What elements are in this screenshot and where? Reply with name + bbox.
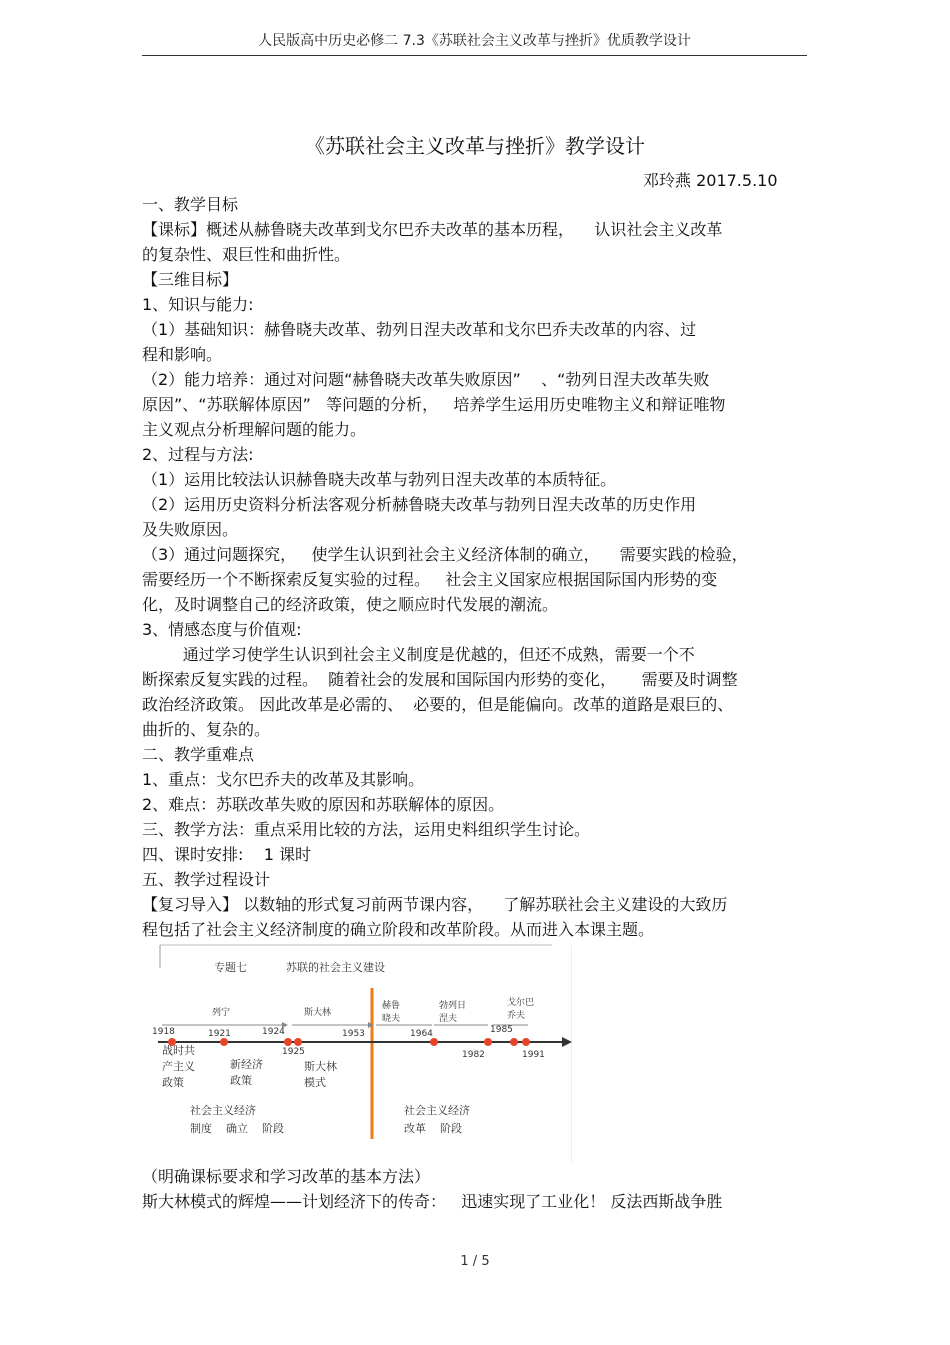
policy-war-communism-line2: 产主义	[162, 1060, 195, 1073]
stage-right-line2: 改革 阶段	[404, 1122, 462, 1135]
dot-1964	[430, 1038, 438, 1046]
timeline-figure	[142, 942, 572, 1162]
header-rule	[142, 55, 807, 56]
policy-stalin-model-line1: 斯大林	[304, 1060, 337, 1073]
text-line: 及失败原因。	[142, 520, 239, 539]
page-number: 1 / 5	[460, 1254, 490, 1269]
text-line: （3）通过问题探究， 使学生认识到社会主义经济体制的确立， 需要实践的检验，	[142, 545, 748, 564]
year-1918: 1918	[152, 1027, 175, 1037]
leader-brezhnev-line2: 涅夫	[439, 1014, 458, 1024]
text-line: 2、难点：苏联改革失败的原因和苏联解体的原因。	[142, 795, 505, 814]
text-line: 需要经历一个不断探索反复实验的过程。 社会主义国家应根据国际国内形势的变	[142, 570, 718, 589]
text-line: （明确课标要求和学习改革的基本方法）	[142, 1167, 431, 1186]
text-line: 化，及时调整自己的经济政策，使之顺应时代发展的潮流。	[142, 595, 559, 614]
text-line: 程包括了社会主义经济制度的确立阶段和改革阶段。从而进入本课主题。	[142, 920, 655, 939]
policy-war-communism-line1: 战时共	[162, 1044, 195, 1057]
policy-nep-line2: 政策	[230, 1074, 252, 1087]
policy-war-communism-line3: 政策	[162, 1076, 184, 1089]
text-line: （1）运用比较法认识赫鲁晓夫改革与勃列日涅夫改革的本质特征。	[142, 470, 617, 489]
text-line: 主义观点分析理解问题的能力。	[142, 420, 367, 439]
leader-stalin: 斯大林	[304, 1008, 332, 1018]
dot-1925	[294, 1038, 302, 1046]
timeline-title-right: 苏联的社会主义建设	[286, 961, 385, 974]
year-1982: 1982	[462, 1050, 485, 1060]
text-line: 二、教学重难点	[142, 745, 255, 764]
policy-nep-line1: 新经济	[230, 1058, 263, 1071]
text-line: 【课标】概述从赫鲁晓夫改革到戈尔巴乔夫改革的基本历程， 认识社会主义改革	[142, 220, 723, 239]
text-line: 曲折的、复杂的。	[142, 720, 271, 739]
dot-1985	[510, 1038, 518, 1046]
text-line: 1、重点：戈尔巴乔夫的改革及其影响。	[142, 770, 425, 789]
stage-right-line1: 社会主义经济	[404, 1104, 470, 1117]
leader-khrushchev-line1: 赫鲁	[382, 1001, 401, 1011]
text-line: 一、教学目标	[142, 195, 239, 214]
year-1924: 1924	[262, 1027, 285, 1037]
year-1921: 1921	[208, 1029, 231, 1039]
text-line: 原因”、“苏联解体原因” 等问题的分析， 培养学生运用历史唯物主义和辩证唯物	[142, 395, 726, 414]
leader-brezhnev-line1: 勃列日	[439, 1001, 467, 1011]
leader-gorbachev-line2: 乔夫	[507, 1011, 526, 1021]
policy-stalin-model-line2: 模式	[304, 1076, 326, 1089]
text-line: 三、教学方法：重点采用比较的方法，运用史料组织学生讨论。	[142, 820, 591, 839]
text-line: 2、过程与方法:	[142, 445, 254, 464]
text-line: （2）能力培养：通过对问题“赫鲁晓夫改革失败原因” 、“勃列日涅夫改革失败	[142, 370, 710, 389]
text-line: 1、知识与能力:	[142, 295, 254, 314]
axis-arrow-icon	[562, 1037, 572, 1047]
body-text-section-2	[142, 1164, 807, 1214]
dot-1924	[284, 1038, 292, 1046]
text-line: （2）运用历史资料分析法客观分析赫鲁晓夫改革与勃列日涅夫改革的历史作用	[142, 495, 697, 514]
leader-khrushchev-line2: 晓夫	[382, 1014, 401, 1024]
timeline-title-left: 专题七	[214, 961, 247, 974]
dot-1982	[484, 1038, 492, 1046]
text-line: 斯大林模式的辉煌——计划经济下的传奇： 迅速实现了工业化！ 反法西斯战争胜	[142, 1192, 723, 1211]
year-1925: 1925	[282, 1047, 305, 1057]
text-line: 【复习导入】 以数轴的形式复习前两节课内容， 了解苏联社会主义建设的大致历	[142, 895, 728, 914]
stage-left-line1: 社会主义经济	[190, 1104, 256, 1117]
timeline-svg	[142, 942, 572, 1162]
text-line: 3、情感态度与价值观:	[142, 620, 302, 639]
author-date: 邓玲燕 2017.5.10	[643, 171, 778, 190]
text-line: 四、课时安排: 1 课时	[142, 845, 312, 864]
year-1964: 1964	[410, 1029, 433, 1039]
text-line: 政治经济政策。 因此改革是必需的、 必要的，但是能偏向。改革的道路是艰巨的、	[142, 695, 734, 714]
dot-1991	[522, 1038, 530, 1046]
stage-left-line2: 制度 确立 阶段	[190, 1122, 284, 1135]
document-title: 《苏联社会主义改革与挫折》教学设计	[305, 134, 645, 158]
text-line: 断探索反复实践的过程。 随着社会的发展和国际国内形势的变化， 需要及时调整	[142, 670, 738, 689]
leader-gorbachev-line1: 戈尔巴	[507, 998, 535, 1008]
document-body	[142, 192, 807, 1214]
body-text-section	[142, 192, 807, 942]
text-line: 五、教学过程设计	[142, 870, 271, 889]
text-line: 的复杂性、艰巨性和曲折性。	[142, 245, 351, 264]
text-line: 通过学习使学生认识到社会主义制度是优越的，但还不成熟，需要一个不	[142, 645, 695, 664]
dot-1921	[220, 1038, 228, 1046]
year-1991: 1991	[522, 1050, 545, 1060]
leader-lenin: 列宁	[212, 1008, 231, 1018]
year-1985: 1985	[490, 1025, 513, 1035]
page-header: 人民版高中历史必修二 7.3《苏联社会主义改革与挫折》优质教学设计	[258, 33, 691, 49]
year-1953: 1953	[342, 1029, 365, 1039]
text-line: 【三维目标】	[142, 270, 239, 289]
text-line: （1）基础知识：赫鲁晓夫改革、勃列日涅夫改革和戈尔巴乔夫改革的内容、过	[142, 320, 697, 339]
text-line: 程和影响。	[142, 345, 223, 364]
